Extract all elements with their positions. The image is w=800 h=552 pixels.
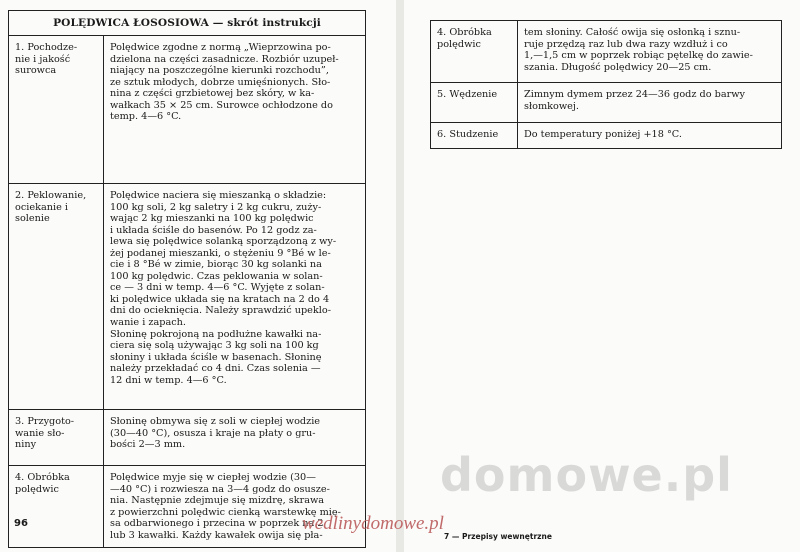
book-gutter — [396, 0, 404, 552]
row-text: Zimnym dymem przez 24—36 godz do barwy słomkowej. — [518, 83, 782, 123]
table-row — [431, 123, 782, 149]
instruction-table-right — [430, 20, 782, 149]
instruction-table-left — [8, 10, 366, 548]
row-label: 4. Obróbka polędwic — [431, 21, 518, 83]
row-text: Polędwice naciera się mieszanką o składzie: 100 kg soli, 2 kg saletry i 2 kg cukru, zuży- wając 2 kg mieszanki na 100 kg polędwic i układa ściśle do basenów. Po 12 godz za- lewa się polędwice solanką sporządzoną z wy- żej podanej mieszanki, o stężeniu 9 °Bé w le- cie i 8 °Bé w zimie, biorąc 30 kg solanki na 100 kg polędwic. Czas peklowania w solan- ce — 3 dni w temp. 4—6 °C. Wyjęte z solan- ki polędwice układa się na kratach na 2 do 4 dni do ocieknięcia. Należy sprawdzić upeklo- wanie i zapach. Słoninę pokrojoną na podłużne kawałki na- ciera się solą używając 3 kg soli na 100 kg słoniny i układa ściśle w basenach. Słoninę należy przekładać co 4 dni. Czas solenia — 12 dni w temp. 4—6 °C. — [104, 184, 366, 410]
row-label: 4. Obróbka polędwic — [9, 466, 104, 548]
table-row — [431, 83, 782, 123]
row-label: 1. Pochodze- nie i jakość surowca — [9, 36, 104, 184]
table-row — [9, 36, 366, 184]
watermark-signature: wedlinydomowe.pl — [302, 513, 444, 534]
table-row — [9, 184, 366, 410]
table-title-text: POLĘDWICA ŁOSOSIOWA — [53, 17, 209, 29]
row-label: 2. Peklowanie, ociekanie i solenie — [9, 184, 104, 410]
table-title — [9, 11, 366, 36]
page-footer: 7 — Przepisy wewnętrzne — [444, 532, 552, 541]
page-number: 96 — [14, 518, 28, 529]
row-text: Do temperatury poniżej +18 °C. — [518, 123, 782, 149]
row-text: Polędwice myje się w ciepłej wodzie (30— —40 °C) i rozwiesza na 3—4 godz do osusze- nia. Następnie zdejmuje się mizdrę, skrawa z powierzchni polędwic cienką warstewkę mię- sa odbarwionego i przecina w poprzek na 2 lub 3 kawałki. Każdy kawałek owija się pła- — [104, 466, 366, 548]
row-label: 6. Studzenie — [431, 123, 518, 149]
table-row — [9, 466, 366, 548]
table-row — [9, 410, 366, 466]
row-label: 5. Wędzenie — [431, 83, 518, 123]
row-text: Słoninę obmywa się z soli w ciepłej wodzie (30—40 °C), osusza i kraje na płaty o gru- bości 2—3 mm. — [104, 410, 366, 466]
table-subtitle: — skrót instrukcji — [212, 17, 321, 29]
row-text: tem słoniny. Całość owija się osłonką i sznu- ruje przędzą raz lub dwa razy wzdłuż i co 1,—1,5 cm w poprzek robiąc pętelkę do zawie- szania. Długość polędwicy 20—25 cm. — [518, 21, 782, 83]
watermark-center: domowe.pl — [440, 448, 733, 502]
table-row — [431, 21, 782, 83]
row-text: Polędwice zgodne z normą „Wieprzowina po- dzielona na części zasadnicze. Rozbiór uzupeł- niający na poszczególne kierunki rozchodu”, ze sztuk młodych, dobrze umięśnionych. Sło- nina z części grzbietowej bez skóry, w ka- wałkach 35 × 25 cm. Surowce ochłodzone do temp. 4—6 °C. — [104, 36, 366, 184]
row-label: 3. Przygoto- wanie sło- niny — [9, 410, 104, 466]
table-title-row — [9, 11, 366, 36]
